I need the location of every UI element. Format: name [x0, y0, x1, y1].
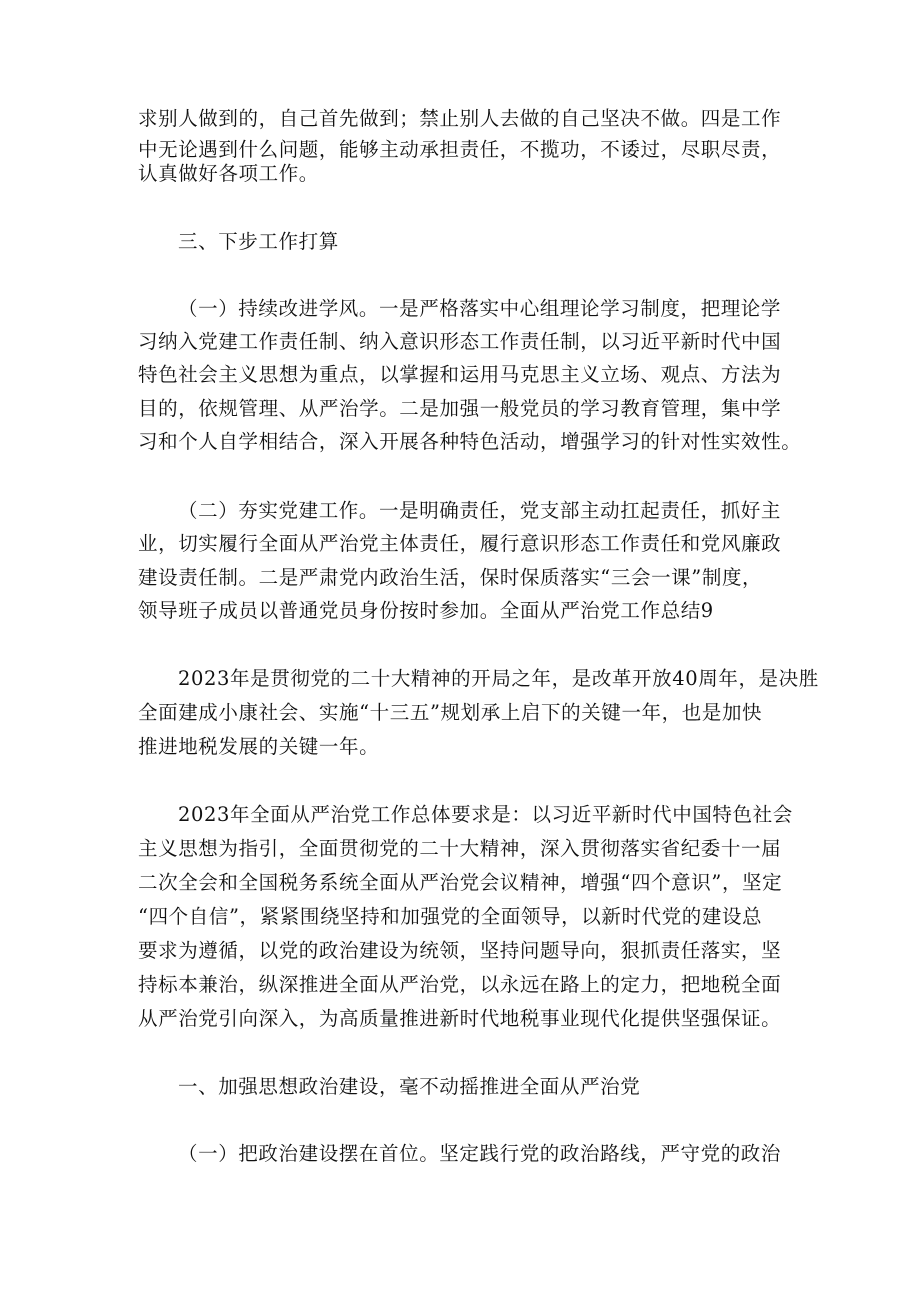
- item-one-b-line-1: （一）把政治建设摆在首位。坚定践行党的政治路线，严守党的政治: [178, 1142, 782, 1165]
- section-one-heading: 一、加强思想政治建设，毫不动摇推进全面从严治党: [178, 1075, 641, 1098]
- item-one-line-3: 特色社会主义思想为重点，以掌握和运用马克思主义立场、观点、方法为: [138, 363, 782, 386]
- requirements-line-3: 二次全会和全国税务系统全面从严治党会议精神，增强“四个意识”，坚定: [138, 871, 783, 894]
- item-one-line-1: （一）持续改进学风。一是严格落实中心组理论学习制度，把理论学: [178, 297, 782, 320]
- requirements-line-7: 从严治党引向深入，为高质量推进新时代地税事业现代化提供坚强保证。: [138, 1007, 782, 1030]
- item-one-line-5: 习和个人自学相结合，深入开展各种特色活动，增强学习的针对性实效性。: [138, 430, 802, 453]
- item-one-line-2: 习纳入党建工作责任制、纳入意识形态工作责任制，以习近平新时代中国: [138, 330, 782, 353]
- intro-line-1: 2023年是贯彻党的二十大精神的开局之年，是改革开放40周年，是决胜: [178, 667, 819, 690]
- item-two-line-4: 领导班子成员以普通党员身份按时参加。全面从严治党工作总结9: [138, 599, 714, 622]
- intro-line-3: 推进地税发展的关键一年。: [138, 735, 380, 758]
- item-two-line-1: （二）夯实党建工作。一是明确责任，党支部主动扛起责任，抓好主: [178, 499, 782, 522]
- item-one-line-4: 目的，依规管理、从严治学。二是加强一般党员的学习教育管理，集中学: [138, 397, 782, 420]
- item-two-line-3: 建设责任制。二是严肃党内政治生活，保时保质落实“三会一课”制度，: [138, 566, 763, 589]
- continuation-line-2: 中无论遇到什么问题，能够主动承担责任，不揽功，不诿过，尽职尽责，: [138, 138, 782, 161]
- requirements-line-5: 要求为遵循，以党的政治建设为统领，坚持问题导向，狠抓责任落实，坚: [138, 939, 782, 962]
- continuation-line-3: 认真做好各项工作。: [138, 162, 319, 185]
- item-two-line-2: 业，切实履行全面从严治党主体责任，履行意识形态工作责任和党风廉政: [138, 532, 782, 555]
- intro-line-2: 全面建成小康社会、实施“十三五”规划承上启下的关键一年，也是加快: [138, 701, 763, 724]
- requirements-line-2: 主义思想为指引，全面贯彻党的二十大精神，深入贯彻落实省纪委十一届: [138, 837, 782, 860]
- requirements-line-1: 2023年全面从严治党工作总体要求是：以习近平新时代中国特色社会: [178, 803, 793, 826]
- section-three-heading: 三、下步工作打算: [178, 230, 339, 253]
- requirements-line-4: “四个自信”，紧紧围绕坚持和加强党的全面领导，以新时代党的建设总: [138, 905, 763, 928]
- continuation-line-1: 求别人做到的，自己首先做到；禁止别人去做的自己坚决不做。四是工作: [138, 107, 782, 130]
- requirements-line-6: 持标本兼治，纵深推进全面从严治党，以永远在路上的定力，把地税全面: [138, 973, 782, 996]
